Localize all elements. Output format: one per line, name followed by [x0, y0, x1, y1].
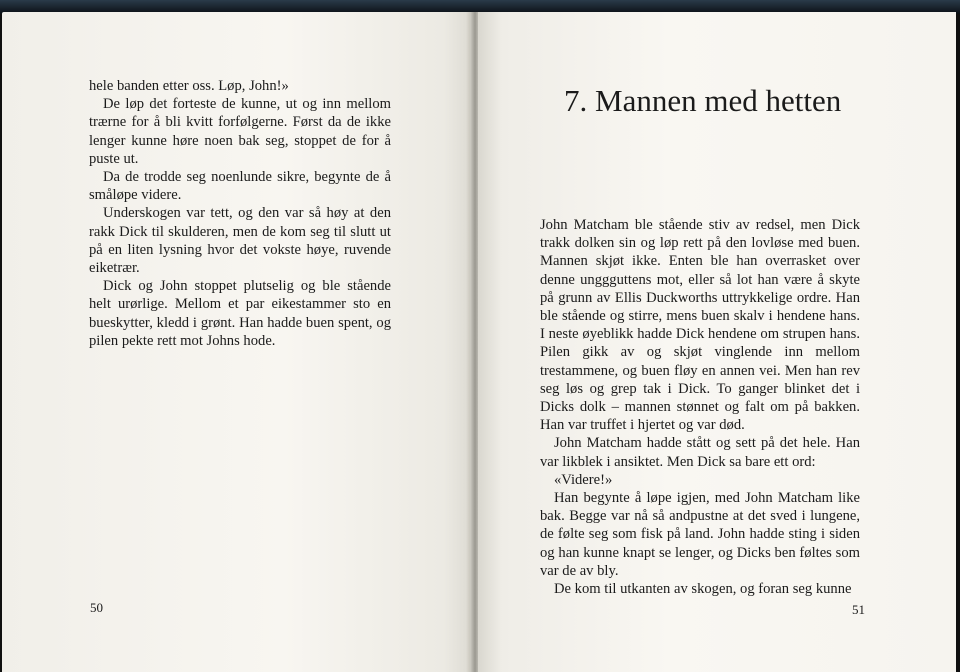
- right-page: [478, 12, 956, 672]
- paragraph: hele banden etter oss. Løp, John!»: [89, 78, 289, 94]
- paragraph: Underskogen var tett, og den var så høy at den rakk Dick til skulderen, men de kom seg til slutt ut på en liten lysning hvor det vokste høye, ruvende eiketrær.: [89, 205, 391, 277]
- paragraph: Da de trodde seg noenlunde sikre, begynte de å småløpe videre.: [89, 169, 391, 204]
- paragraph: John Matcham ble stående stiv av redsel, men Dick trakk dolken sin og løp rett på den lovløse med buen. Mannen skjøt ikke. Enten ble han overrasket over denne unggguttens mot, eller så lot han være å skyte på grunn av Ellis Duckworths uttrykkelige ordre. Han ble stående og stirre, mens buen skalv i hendene hans. I neste øyeblikk hadde Dick hendene om strupen hans. Pilen gikk av og skjøt vinglende inn mellom trestammene, og buen fløy en annen vei. Men han rev seg løs og grep tak i Dick. To ganger blinket det i Dicks dolk – mannen stønnet og falt om på bakken. Han var truffet i hjertet og var død.: [540, 217, 860, 434]
- right-page-text: [540, 216, 860, 598]
- page-number-left: 50: [90, 600, 103, 615]
- left-page: [2, 12, 472, 672]
- paragraph: De kom til utkanten av skogen, og foran seg kunne: [554, 581, 852, 598]
- paragraph: «Videre!»: [554, 471, 613, 488]
- paragraph: Dick og John stoppet plutselig og ble stående helt urørlige. Mellom et par eikestammer sto en bueskytter, kledd i grønt. Han hadde buen spent, og pilen pekte rett mot Johns hode.: [89, 278, 391, 349]
- page-number-right: 51: [852, 602, 865, 617]
- left-page-text: [89, 77, 391, 350]
- paragraph: Han begynte å løpe igjen, med John Matcham like bak. Begge var nå så andpustne at det sved i lungene, de følte seg som fisk på land. John hadde sting i siden og han kunne knapt se lenger, og Dicks ben føltes som var de av bly.: [540, 490, 860, 579]
- chapter-title: 7. Mannen med hetten: [564, 83, 842, 118]
- paragraph: John Matcham hadde stått og sett på det hele. Han var likblek i ansiktet. Men Dick sa bare ett ord:: [540, 435, 860, 470]
- paragraph: De løp det forteste de kunne, ut og inn mellom trærne for å bli kvitt forfølgerne. Først da de ikke lenger kunne høre noen bak seg, stoppet de for å puste ut.: [89, 96, 391, 167]
